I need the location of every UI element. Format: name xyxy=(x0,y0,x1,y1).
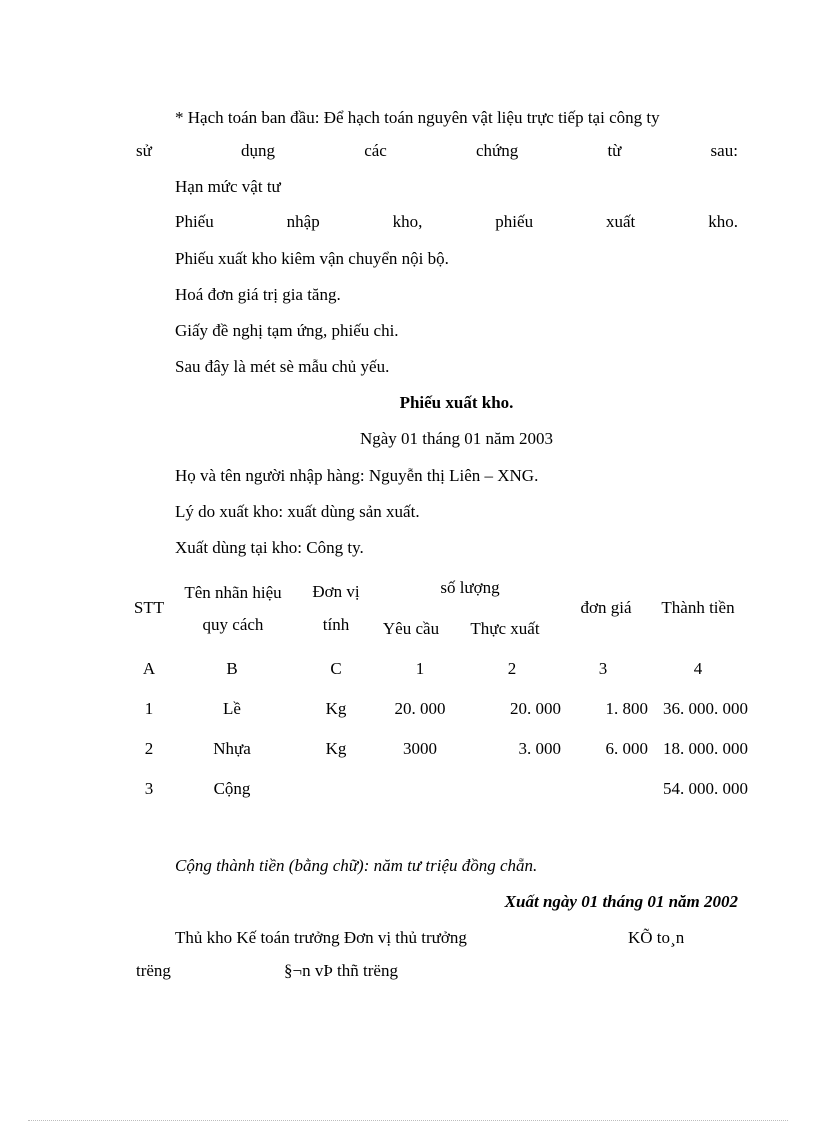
code-cell: 2 xyxy=(507,659,517,678)
intro-word: sau: xyxy=(710,141,738,160)
slip-receiver: Họ và tên người nhập hàng: Nguyễn thị Liên – XNG. xyxy=(175,466,539,485)
row-stt: 3 xyxy=(144,779,154,798)
header-requested: Yêu cầu xyxy=(382,619,440,638)
item-word: Phiếu xyxy=(175,212,214,231)
row-unit: Kg xyxy=(325,699,347,718)
document-item: Hạn mức vật tư xyxy=(175,177,281,196)
row-requested: 3000 xyxy=(403,739,437,758)
row-unit: Kg xyxy=(325,739,347,758)
header-stt: STT xyxy=(133,598,165,617)
item-word: phiếu xyxy=(495,212,534,231)
code-cell: B xyxy=(226,659,238,678)
code-cell: 4 xyxy=(693,659,703,678)
code-cell: 1 xyxy=(415,659,425,678)
slip-title: Phiếu xuất kho. xyxy=(399,393,514,412)
item-word: kho, xyxy=(392,212,423,231)
slip-warehouse: Xuất dùng tại kho: Công ty. xyxy=(175,538,364,557)
header-unit-line1: Đơn vị xyxy=(312,582,360,601)
intro-word: sử xyxy=(136,141,152,160)
document-item: Hoá đơn giá trị gia tăng. xyxy=(175,285,341,304)
document-item: Giấy đề nghị tạm ứng, phiếu chi. xyxy=(175,321,399,340)
row-amount: 36. 000. 000 xyxy=(663,699,748,718)
code-cell: C xyxy=(330,659,342,678)
item-word: xuất xyxy=(606,212,636,231)
row-name: Nhựa xyxy=(213,739,251,758)
intro-line-1: * Hạch toán ban đầu: Để hạch toán nguyên vật liệu trực tiếp tại công ty xyxy=(175,108,660,127)
intro-word: từ xyxy=(607,141,622,160)
intro-word: chứng xyxy=(476,141,519,160)
row-price: 1. 800 xyxy=(605,699,648,718)
slip-date: Ngày 01 tháng 01 năm 2003 xyxy=(359,429,554,448)
document-item xyxy=(175,212,738,232)
issue-date: Xuất ngày 01 tháng 01 năm 2002 xyxy=(504,892,738,911)
row-name: Lề xyxy=(223,699,241,718)
intro-word: dụng xyxy=(241,141,276,160)
row-actual: 20. 000 xyxy=(510,699,561,718)
signer-garbled: KÕ to¸n xyxy=(628,928,685,947)
row-name: Cộng xyxy=(213,779,251,798)
row-actual: 3. 000 xyxy=(518,739,561,758)
item-word: nhập xyxy=(286,212,320,231)
row-stt: 2 xyxy=(144,739,154,758)
header-price: đơn giá xyxy=(580,598,632,617)
item-word: kho. xyxy=(708,212,738,231)
code-cell: 3 xyxy=(598,659,608,678)
row-amount: 54. 000. 000 xyxy=(663,779,748,798)
header-actual: Thực xuất xyxy=(470,619,540,638)
intro-line-2 xyxy=(136,141,738,161)
header-amount: Thành tiền xyxy=(661,598,735,617)
row-stt: 1 xyxy=(144,699,154,718)
signer-line2-b: §¬n vÞ thñ trëng xyxy=(284,961,398,980)
signer-line2-a: trëng xyxy=(136,961,171,980)
row-amount: 18. 000. 000 xyxy=(663,739,748,758)
row-price: 6. 000 xyxy=(605,739,648,758)
total-in-words: Cộng thành tiền (bằng chữ): năm tư triệu đồng chẵn. xyxy=(175,856,538,875)
header-name-line2: quy cách xyxy=(202,615,264,634)
row-requested: 20. 000 xyxy=(394,699,446,718)
document-item: Phiếu xuất kho kiêm vận chuyển nội bộ. xyxy=(175,249,449,268)
page-bottom-rule xyxy=(28,1120,788,1121)
code-cell: A xyxy=(142,659,156,678)
slip-reason: Lý do xuất kho: xuất dùng sản xuất. xyxy=(175,502,420,521)
header-name-line1: Tên nhãn hiệu xyxy=(184,583,282,602)
document-item: Sau đây là mét sè mẫu chủ yếu. xyxy=(175,357,390,376)
header-unit-line2: tính xyxy=(322,615,350,634)
header-quantity: số lượng xyxy=(440,578,500,597)
signers: Thủ kho Kế toán trưởng Đơn vị thủ trưởng xyxy=(175,928,467,947)
intro-word: các xyxy=(364,141,387,160)
